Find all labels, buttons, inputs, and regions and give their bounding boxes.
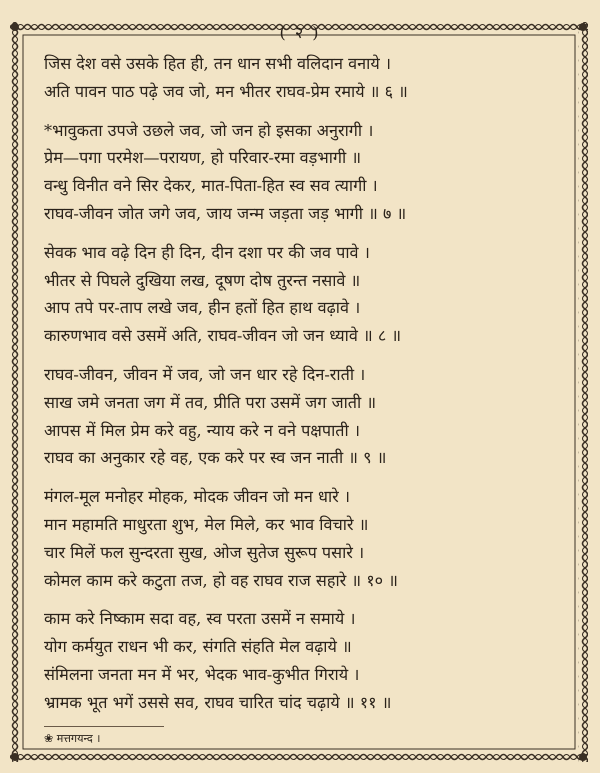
verse-line: मंगल-मूल मनोहर मोहक, मोदक जीवन जो मन धारे । (44, 487, 351, 507)
verse-line: भ्रामक भूत भगें उससे सव, राघव चारित चांद चढ़ाये ॥ ११ ॥ (44, 692, 392, 712)
verse-line: साख जमे जनता जग में तव, प्रीति परा उसमें जग जाती ॥ (44, 392, 377, 412)
stanza (44, 605, 564, 716)
verse-line: मान महामति माधुरता शुभ, मेल मिले, कर भाव विचारे ॥ (44, 514, 369, 534)
verse-line: चार मिलें फल सुन्दरता सुख, ओज सुतेज सुरूप पसारे । (44, 542, 365, 562)
stanza (44, 239, 564, 350)
verse-line: योग कर्मयुत राधन भी कर, संगति संहति मेल वढ़ाये ॥ (44, 637, 352, 657)
verse-line: अति पावन पाठ पढ़े जव जो, मन भीतर राघव-प्रेम रमाये ॥ ६ ॥ (44, 81, 408, 101)
poem-body (44, 50, 564, 728)
verse-line: कारुणभाव वसे उसमें अति, राघव-जीवन जो जन ध्यावे ॥ ८ ॥ (44, 326, 402, 346)
verse-line: प्रेम—पगा परमेश—परायण, हो परिवार-रमा वड़भागी ॥ (44, 148, 362, 168)
stanza (44, 483, 564, 594)
stanza (44, 117, 564, 228)
verse-line: भीतर से पिघले दुखिया लख, दूषण दोष तुरन्त नसावे ॥ (44, 270, 361, 290)
page-number: ( २ ) (279, 23, 321, 42)
stanza (44, 50, 564, 106)
verse-line: जिस देश वसे उसके हित ही, तन धान सभी वलिदान वनाये । (44, 54, 391, 73)
verse-line: राघव-जीवन जोत जगे जव, जाय जन्म जड़ता जड़ भागी ॥ ७ ॥ (44, 203, 407, 223)
verse-line: वन्धु विनीत वने सिर देकर, मात-पिता-हित स्व सव त्यागी । (44, 176, 378, 196)
verse-line: *भावुकता उपजे उछले जव, जो जन हो इसका अनुरागी । (44, 120, 374, 140)
verse-line: काम करे निष्काम सदा वह, स्व परता उसमें न समाये । (44, 609, 356, 629)
verse-line: संमिलना जनता मन में भर, भेदक भाव-कुभीत गिराये । (44, 664, 360, 684)
verse-line: सेवक भाव वढ़े दिन ही दिन, दीन दशा पर की जव पावे । (44, 242, 370, 262)
verse-line: राघव का अनुकार रहे वह, एक करे पर स्व जन नाती ॥ ९ ॥ (44, 448, 387, 468)
verse-line: आपस में मिल प्रेम करे वहु, न्याय करे न वने पक्षपाती । (44, 420, 361, 440)
verse-line: कोमल काम करे कटुता तज, हो वह राघव राज सहारे ॥ १० ॥ (44, 570, 398, 590)
footnote-divider (44, 726, 164, 727)
verse-line: राघव-जीवन, जीवन में जव, जो जन धार रहे दिन-राती । (44, 364, 366, 384)
footnote: ❀ मत्तगयन्द । (44, 732, 101, 745)
stanza (44, 361, 564, 472)
verse-line: आप तपे पर-ताप लखे जव, हीन हतों हित हाथ वढ़ावे । (44, 298, 361, 318)
